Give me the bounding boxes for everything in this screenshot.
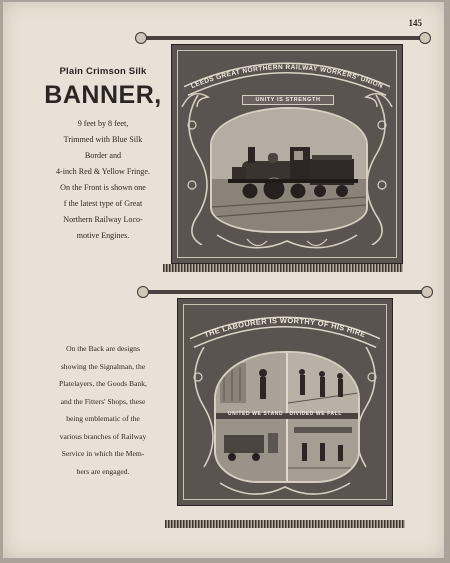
side-scroll-left [184, 347, 214, 487]
back-line: and the Fitters' Shops, these [60, 396, 146, 406]
rod-finial-left [135, 32, 147, 44]
front-line: Trimmed with Blue Silk [63, 135, 143, 144]
side-scroll-left [178, 95, 208, 245]
front-line: f the latest type of Great [63, 199, 143, 208]
back-description [41, 340, 165, 480]
banner-front-motto: LEEDS GREAT NORTHERN RAILWAY WORKERS' UNION [190, 63, 384, 91]
rod-finial-left [137, 286, 149, 298]
bottom-ornament [207, 229, 367, 259]
heading-small: Plain Crimson Silk [59, 66, 147, 77]
banner-back-subtitle: UNITED WE STAND · DIVIDED WE FALL [227, 411, 343, 417]
page-number: 145 [408, 18, 422, 28]
banner-back-motto: THE LABOURER IS WORTHY OF HIS HIRE [202, 315, 368, 340]
workers-scenes [216, 353, 358, 481]
back-line: showing the Signalman, the [60, 361, 146, 371]
banner-rod-back [145, 290, 427, 294]
rod-finial-right [421, 286, 433, 298]
back-line: being emblematic of the [66, 414, 140, 423]
rod-finial-right [419, 32, 431, 44]
locomotive-picture [212, 109, 366, 231]
front-line: Border and [84, 151, 122, 160]
front-line: motive Engines. [76, 231, 130, 240]
side-scroll-right [356, 347, 386, 487]
catalogue-page [3, 2, 444, 558]
banner-back-fringe [165, 520, 405, 528]
bottom-ornament [210, 479, 360, 503]
side-scroll-right [366, 95, 396, 245]
back-line: bers are engaged. [76, 466, 130, 476]
heading-big: BANNER, [44, 81, 162, 109]
back-line: various branches of Railway [59, 431, 147, 441]
banner-front-fringe [163, 264, 403, 272]
front-line: 9 feet by 8 feet, [77, 119, 129, 128]
back-line: Platelayers, the Goods Bank, [59, 379, 147, 388]
front-paragraph [43, 116, 163, 244]
svg-text:THE LABOURER IS WORTHY OF HIS [203, 316, 367, 339]
front-line: Northern Railway Loco- [63, 215, 143, 224]
banner-back-image [177, 298, 393, 506]
front-line: On the Front is shown one [60, 183, 146, 192]
banner-front-image [171, 44, 403, 264]
svg-text:LEEDS GREAT NORTHERN RAILWAY W [190, 64, 384, 90]
front-description [43, 66, 163, 244]
front-line: 4-inch Red & Yellow Fringe. [56, 167, 150, 176]
workers-medallion [214, 351, 360, 483]
back-line: On the Back are designs [66, 344, 140, 353]
back-line: Service in which the Mem- [61, 449, 145, 458]
banner-rod-front [143, 36, 425, 40]
banner-front-subtitle: UNITY IS STRENGTH [242, 95, 334, 105]
locomotive-medallion [210, 107, 368, 233]
